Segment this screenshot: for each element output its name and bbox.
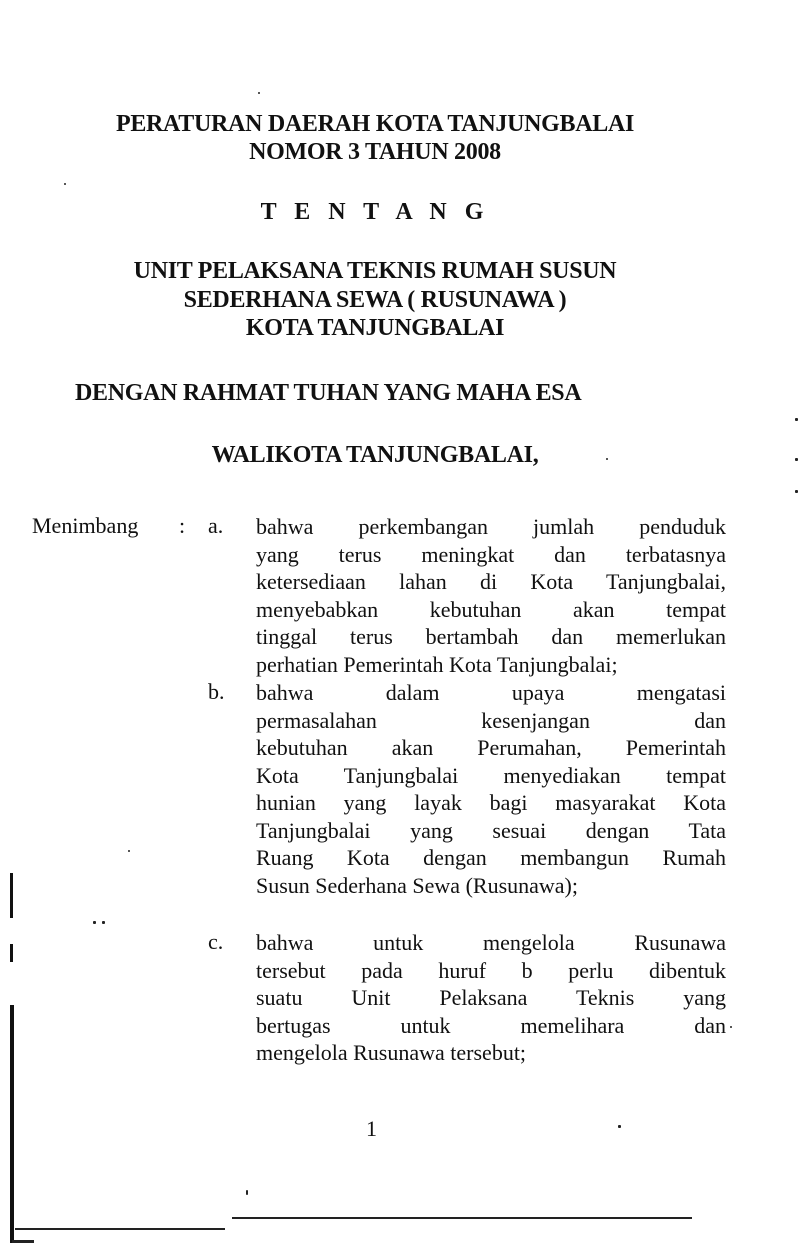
scan-bottom-edge <box>15 1228 225 1230</box>
text-line: mengelola Rusunawa tersebut; <box>256 1040 527 1065</box>
scan-speck <box>128 850 130 852</box>
item-a-text <box>256 513 726 678</box>
page-number: 1 <box>366 1116 377 1141</box>
considering-label: Menimbang <box>32 513 139 538</box>
scan-speck <box>102 921 105 924</box>
scan-speck <box>730 1026 732 1028</box>
item-b-letter: b. <box>208 679 225 704</box>
text-line: yang terus meningkat dan terbatasnya <box>256 541 726 567</box>
scan-speck <box>606 458 608 460</box>
scan-speck <box>64 183 66 185</box>
scan-speck <box>246 1190 248 1195</box>
text-line: bahwa dalam upaya mengatasi <box>256 680 726 705</box>
scan-speck <box>795 490 798 493</box>
scan-margin-mark <box>10 1005 14 1243</box>
text-line: Kota Tanjungbalai menyediakan tempat <box>256 762 726 788</box>
text-line: hunian yang layak bagi masyarakat Kota <box>256 790 726 815</box>
regulation-number: NOMOR 3 TAHUN 2008 <box>249 139 501 165</box>
regulation-title: PERATURAN DAERAH KOTA TANJUNGBALAI <box>115 111 635 137</box>
text-line: Ruang Kota dengan membangun Rumah <box>256 845 726 870</box>
considering-colon: : <box>179 513 186 538</box>
scan-speck <box>618 1125 621 1128</box>
subject-line-2: SEDERHANA SEWA ( RUSUNAWA ) <box>183 287 567 313</box>
scan-margin-mark <box>10 873 13 918</box>
text-line: tersebut pada huruf b perlu dibentuk <box>256 957 726 983</box>
subject-line-1: UNIT PELAKSANA TEKNIS RUMAH SUSUN <box>133 258 617 284</box>
item-b-text <box>256 679 726 899</box>
scan-speck <box>795 458 798 461</box>
text-line: bahwa perkembangan jumlah penduduk <box>256 514 726 539</box>
about-heading: T E N T A N G <box>260 199 490 225</box>
scan-speck <box>258 92 260 94</box>
text-line: perhatian Pemerintah Kota Tanjungbalai; <box>256 651 618 677</box>
text-line: bertugas untuk memelihara dan <box>256 1012 726 1038</box>
text-line: menyebabkan kebutuhan akan tempat <box>256 596 726 622</box>
preamble: DENGAN RAHMAT TUHAN YANG MAHA ESA <box>75 380 582 406</box>
text-line: suatu Unit Pelaksana Teknis yang <box>256 985 726 1010</box>
item-a-letter: a. <box>208 513 224 538</box>
authority-heading: WALIKOTA TANJUNGBALAI, <box>211 442 539 468</box>
scan-margin-mark <box>10 944 13 962</box>
item-c-letter: c. <box>208 929 224 954</box>
item-c-text <box>256 929 726 1067</box>
text-line: permasalahan kesenjangan dan <box>256 707 726 733</box>
scan-speck <box>93 921 96 924</box>
text-line: ketersediaan lahan di Kota Tanjungbalai, <box>256 569 726 594</box>
text-line: bahwa untuk mengelola Rusunawa <box>256 930 726 955</box>
scan-bottom-edge <box>232 1217 692 1219</box>
text-line: kebutuhan akan Perumahan, Pemerintah <box>256 735 726 760</box>
text-line: Susun Sederhana Sewa (Rusunawa); <box>256 872 578 898</box>
text-line: Tanjungbalai yang sesuai dengan Tata <box>256 817 726 843</box>
scan-speck <box>795 418 798 421</box>
text-line: tinggal terus bertambah dan memerlukan <box>256 624 726 649</box>
subject-line-3: KOTA TANJUNGBALAI <box>245 315 505 341</box>
